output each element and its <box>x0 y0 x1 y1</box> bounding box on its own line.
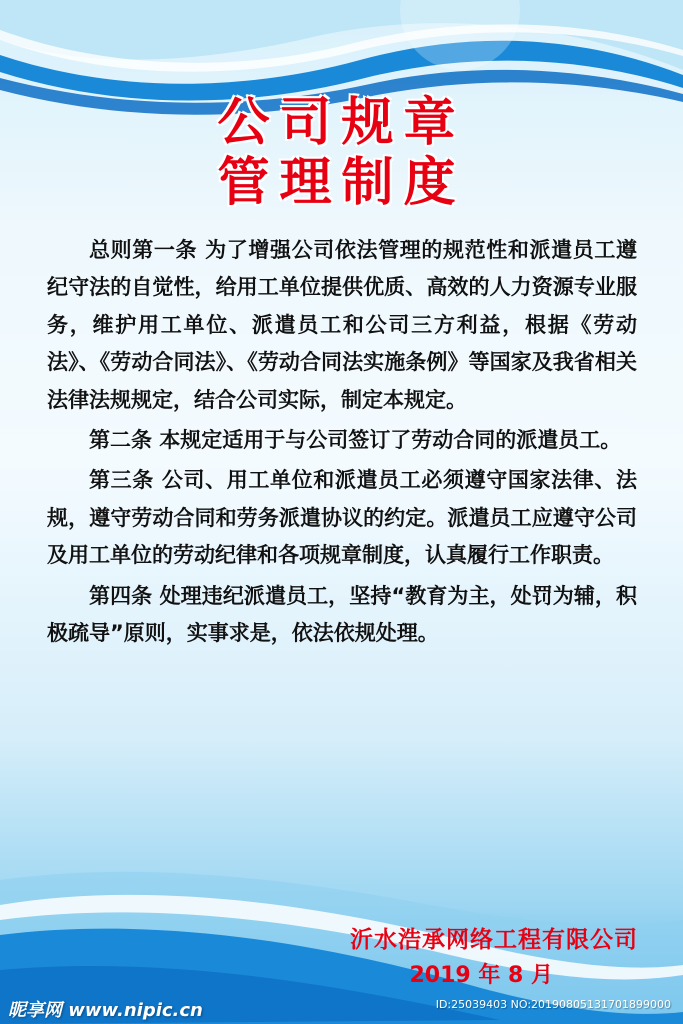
regulation-body <box>47 232 637 655</box>
article-2: 第二条 本规定适用于与公司签订了劳动合同的派遣员工。 <box>89 428 622 453</box>
company-name: 沂水浩承网络工程有限公司 <box>350 927 638 953</box>
article-4: 第四条 处理违纪派遣员工，坚持“教育为主，处罚为辅，积极疏导”原则，实事求是，依法依规处理。 <box>47 583 637 646</box>
title-line-2: 管理制度 <box>217 152 466 213</box>
watermark-site: 昵享网 www.nipic.cn <box>8 1000 203 1021</box>
issue-date: 2019 年 8 月 <box>409 963 553 988</box>
watermark-id: ID:25039403 NO:20190805131701899000 <box>435 998 671 1011</box>
article-3: 第三条 公司、用工单位和派遣员工必须遵守国家法律、法规，遵守劳动合同和劳务派遣协议的约定。派遣员工应遵守公司及用工单位的劳动纪律和各项规章制度，认真履行工作职责。 <box>47 468 637 568</box>
title-line-1: 公司规章 <box>217 92 466 153</box>
article-1: 总则第一条 为了增强公司依法管理的规范性和派遣员工遵纪守法的自觉性，给用工单位提供优质、高效的人力资源专业服务，维护用工单位、派遣员工和公司三方利益，根据《劳动法》、《劳动合同法》、《劳动合同法实施条例》等国家及我省相关法律法规规定，结合公司实际，制定本规定。 <box>47 238 637 412</box>
